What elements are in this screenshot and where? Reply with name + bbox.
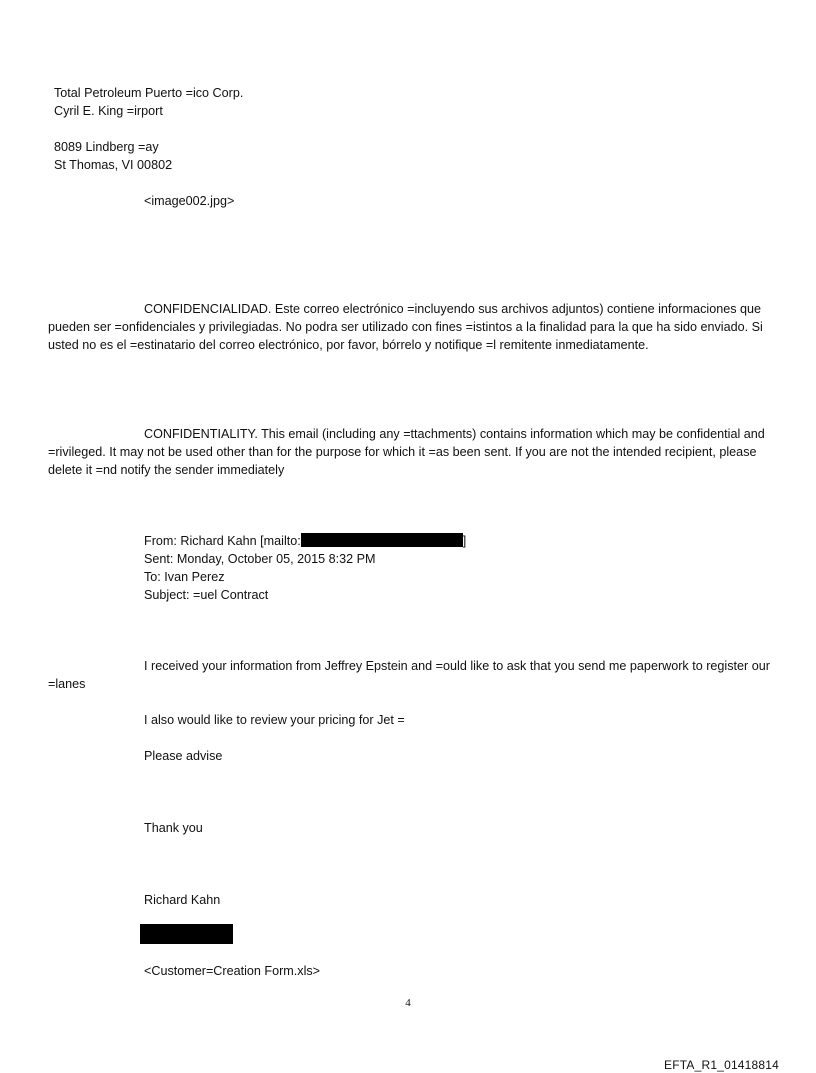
email-from-text: From: Richard Kahn [mailto: bbox=[144, 534, 301, 548]
disclaimer-spanish bbox=[48, 300, 773, 354]
email-from-close: ] bbox=[462, 534, 467, 548]
disclaimer-english bbox=[48, 425, 773, 479]
address-company: Total Petroleum Puerto =ico Corp. bbox=[54, 86, 244, 100]
body-paragraph-2: I also would like to review your pricing for Jet = bbox=[144, 713, 405, 727]
email-sent: Sent: Monday, October 05, 2015 8:32 PM bbox=[144, 552, 376, 566]
email-from bbox=[144, 532, 466, 550]
disclaimer-english-text: CONFIDENTIALITY. This email (including any =ttachments) contains information which may be confidential and =rivileged. It may not be used other than for the purpose for which it =as been sent. If you are not the intended recipient, please delete it =nd notify the sender immediately bbox=[48, 427, 765, 477]
redacted-email-address bbox=[301, 533, 463, 547]
address-street: 8089 Lindberg =ay bbox=[54, 140, 159, 154]
document-id: EFTA_R1_01418814 bbox=[664, 1058, 780, 1072]
body-signature: Richard Kahn bbox=[144, 893, 221, 907]
body-thanks: Thank you bbox=[144, 821, 203, 835]
body-paragraph-3: Please advise bbox=[144, 749, 223, 763]
attachment-xls-ref: <Customer=Creation Form.xls> bbox=[144, 964, 321, 978]
body-paragraph-1 bbox=[48, 657, 773, 693]
attachment-image-ref: <image002.jpg> bbox=[144, 194, 235, 208]
body-paragraph-1-text: I received your information from Jeffrey Epstein and =ould like to ask that you send me paperwork to register our =lanes bbox=[48, 659, 770, 691]
page-number: 4 bbox=[405, 997, 411, 1009]
redacted-signature-block bbox=[140, 924, 233, 944]
email-subject: Subject: =uel Contract bbox=[144, 588, 269, 602]
address-city: St Thomas, VI 00802 bbox=[54, 158, 173, 172]
address-airport: Cyril E. King =irport bbox=[54, 104, 163, 118]
disclaimer-spanish-text: CONFIDENCIALIDAD. Este correo electrónico =incluyendo sus archivos adjuntos) contiene informaciones que pueden ser =onfidenciales y privilegiadas. No podra ser utilizado con fines =istintos a la finalidad para la que ha sido enviado. Si usted no es el =estinatario del correo electrónico, por favor, bórrelo y notifique =l remitente inmediatamente. bbox=[48, 302, 763, 352]
email-to: To: Ivan Perez bbox=[144, 570, 225, 584]
